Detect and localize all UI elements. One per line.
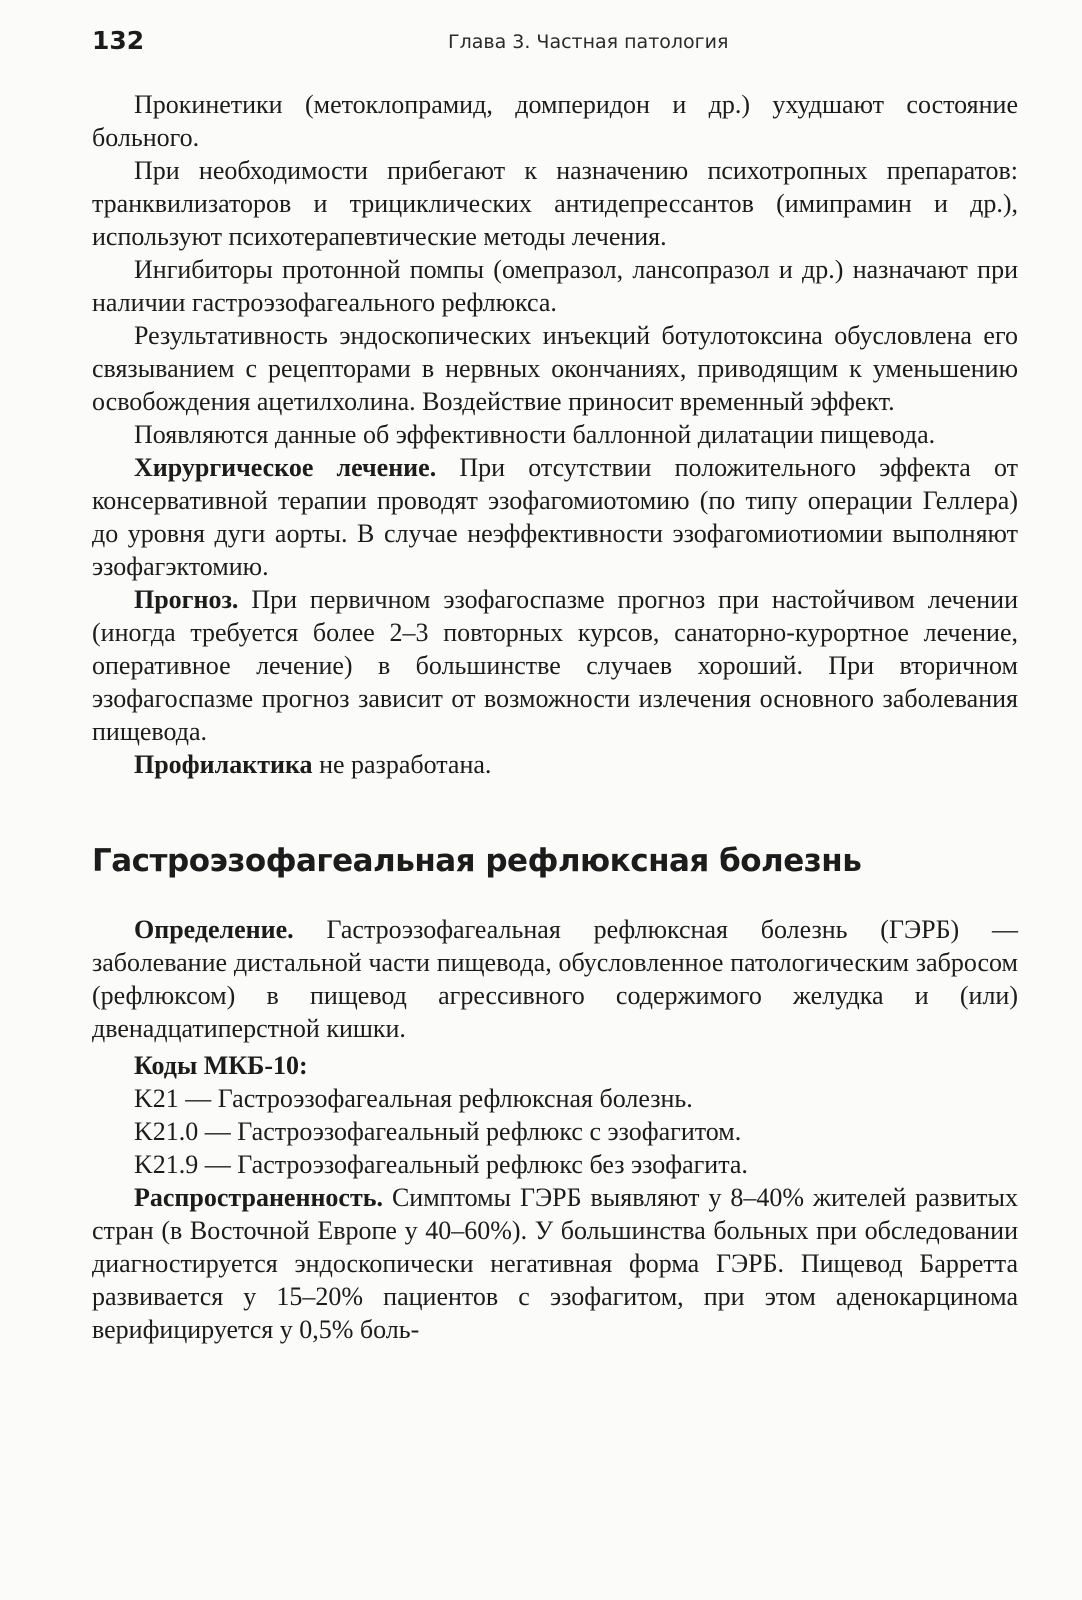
paragraph-surgery — [92, 451, 1018, 583]
prognosis-label: Прогноз. — [134, 585, 239, 614]
prevention-label: Профилактика — [134, 750, 313, 779]
icd-label: Коды МКБ-10: — [134, 1051, 308, 1080]
paragraph-botulinum: Результативность эндоскопических инъекций ботулотоксина обусловлена его связыванием с рецепторами в нервных окончаниях, приводящим к уменьшению освобождения ацетилхолина. Воздействие приносит временный эффект. — [92, 321, 1018, 416]
paragraph-psychotropic: При необходимости прибегают к назначению психотропных препаратов: транквилизаторов и трициклических антидепрессантов (имипрамин и др.), используют психотерапевтические методы лечения. — [92, 156, 1018, 251]
surgery-label: Хирургическое лечение. — [134, 453, 437, 482]
paragraph-prokinetics: Прокинетики (метоклопрамид, домперидон и др.) ухудшают состояние больного. — [92, 90, 1018, 152]
paragraph-prevalence — [92, 1181, 1018, 1346]
surgery-text: При отсутствии положительного эффекта от консервативной терапии проводят эзофагомиотомию (по типу операции Геллера) до уровня дуги аорты. В случае неэффективности эзофагомиотиомии выполняют эзофагэктомию. — [92, 453, 1019, 581]
definition-text: Гастроэзофагеальная рефлюксная болезнь (ГЭРБ) — заболевание дистальной части пищевода, обусловленное патологическим забросом (рефлюксом) в пищевод агрессивного содержимого желудка и (или) двенадцатиперстной кишки. — [92, 915, 1018, 1043]
paragraph-prevention — [92, 748, 1018, 781]
icd-code-k21-0: K21.0 — Гастроэзофагеальный рефлюкс с эзофагитом. — [134, 1117, 742, 1146]
prevention-text: не разработана. — [312, 750, 492, 779]
page-body — [92, 88, 1018, 1346]
definition-label: Определение. — [134, 915, 294, 944]
paragraph-ppi: Ингибиторы протонной помпы (омепразол, лансопразол и др.) назначают при наличии гастроэзофагеального рефлюкса. — [92, 255, 1018, 317]
page-number: 132 — [92, 26, 145, 55]
icd-code-k21-9: K21.9 — Гастроэзофагеальный рефлюкс без эзофагита. — [134, 1150, 748, 1179]
paragraph-prognosis — [92, 583, 1018, 748]
prognosis-text: При первичном эзофагоспазме прогноз при настойчивом лечении (иногда требуется более 2–3 повторных курсов, санаторно-курортное лечение, оперативное лечение) в большинстве случаев хороший. При вторичном эзофагоспазме прогноз зависит от возможности излечения основного заболевания пищевода. — [92, 585, 1018, 746]
paragraph-definition — [92, 913, 1018, 1045]
chapter-title: Глава 3. Частная патология — [448, 31, 729, 53]
section-heading: Гастроэзофагеальная рефлюксная болезнь — [92, 843, 862, 879]
prevalence-text: Симптомы ГЭРБ выявляют у 8–40% жителей развитых стран (в Восточной Европе у 40–60%). У большинства больных при обследовании диагностируется эндоскопически негативная форма ГЭРБ. Пищевод Барретта развивается у 15–20% пациентов с эзофагитом, при этом аденокарцинома верифицируется у 0,5% боль- — [92, 1183, 1018, 1344]
prevalence-label: Распространенность. — [134, 1183, 383, 1212]
running-header — [92, 24, 1022, 64]
paragraph-dilatation: Появляются данные об эффективности баллонной дилатации пищевода. — [134, 420, 936, 449]
icd-code-k21: K21 — Гастроэзофагеальная рефлюксная болезнь. — [134, 1084, 693, 1113]
